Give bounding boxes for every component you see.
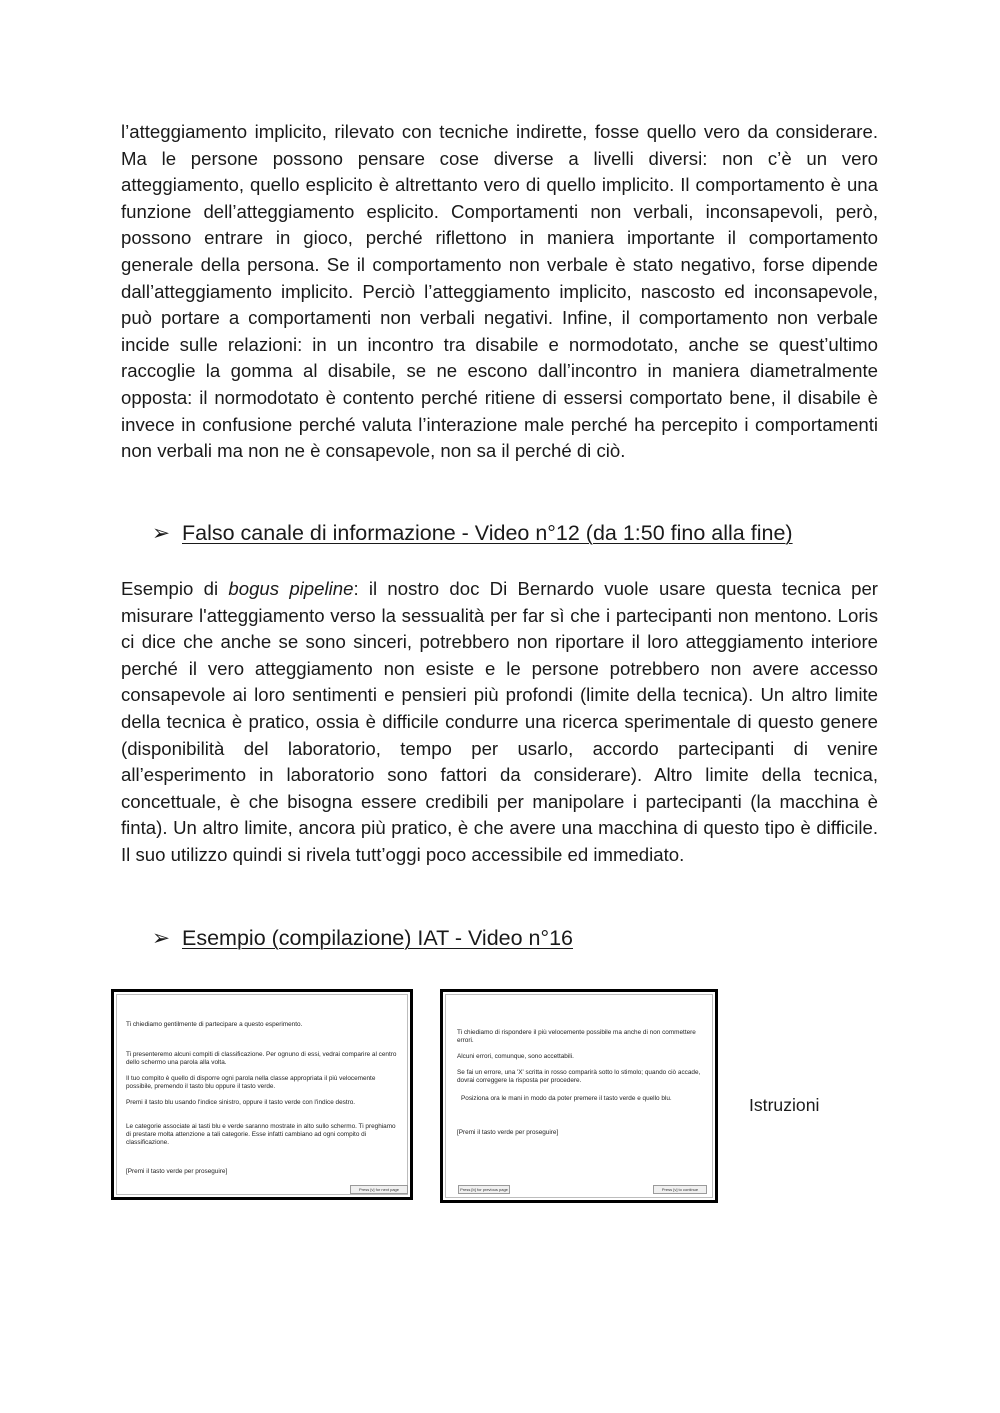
bullet-arrow-icon: ➢ (152, 926, 171, 950)
iat-instructions-screenshot-2 (440, 989, 718, 1203)
instruction-prompt: [Premi il tasto verde per proseguire] (126, 1168, 228, 1175)
section-heading-text: Falso canale di informazione - Video n°12 (da 1:50 fino alla fine) (182, 521, 793, 545)
instruction-line: Ti chiediamo di rispondere il più velocemente possibile ma anche di non commettere errori. (457, 1029, 696, 1044)
screenshot-frame (116, 994, 408, 1195)
instruction-line: Premi il tasto blu usando l'indice sinistro, oppure il tasto verde con l'indice destro. (126, 1099, 356, 1106)
paragraph-attitude: l’atteggiamento implicito, rilevato con tecniche indirette, fosse quello vero da considerare. Ma le persone possono pensare cose diverse a livelli diversi: non c’è un vero atteggiamento, quello esplicito è altrettanto vero di quello implicito. Il comportamento è una funzione dell’atteggiamento esplicito. Comportamenti non verbali, inconsapevoli, però, possono entrare in gioco, perché riflettono in maniera importante il comportamento generale della persona. Se il comportamento non verbale è stato negativo, forse dipende dall’atteggiamento implicito. Perciò l’atteggiamento implicito, nascosto ed inconsapevole, può portare a comportamenti non verbali negativi. Infine, il comportamento non verbale incide sulle relazioni: in un incontro tra disabile e normodotato, anche se quest’ultimo raccoglie la gomma al disabile, se ne escono dall’incontro in maniera diametralmente opposta: il normodotato è contento perché ritiene di essersi comportato bene, il disabile è invece in confusione perché valuta l’interazione male perché ha percepito i comportamenti non verbali ma non ne è consapevole, non sa il perché di ciò. (121, 121, 878, 462)
section-heading-bogus-pipeline (152, 518, 793, 548)
instruction-line: Le categorie associate ai tasti blu e verde saranno mostrate in alto sullo schermo. Ti preghiamo di prestare molta attenzione a tali categorie. Esse infatti cambiano ad ogni compito di classificazione. (126, 1123, 396, 1146)
instruction-prompt: [Premi il tasto verde per proseguire] (457, 1129, 559, 1136)
instruction-line: Ti presenteremo alcuni compiti di classificazione. Per ognuno di essi, vedrai comparire al centro dello schermo una parola alla volta. (126, 1051, 397, 1066)
bullet-arrow-icon: ➢ (152, 521, 171, 545)
next-page-button[interactable]: Press [v] for next page (350, 1185, 408, 1194)
instruction-line: Ti chiediamo gentilmente di partecipare a questo esperimento. (126, 1021, 303, 1028)
instruction-line: Il tuo compito è quello di disporre ogni parola nella classe appropriata il più velocemente possibile, premendo il tasto blu oppure il tasto verde. (126, 1075, 376, 1090)
previous-page-button[interactable]: Press [b] for previous page (458, 1185, 510, 1194)
term-bogus-pipeline: bogus pipeline (228, 578, 354, 599)
instruction-line: Alcuni errori, comunque, sono accettabili. (457, 1053, 574, 1060)
paragraph-start: Esempio di (121, 578, 229, 599)
instructions-label: Istruzioni (749, 1095, 820, 1115)
section-heading-text: Esempio (compilazione) IAT - Video n°16 (182, 926, 574, 950)
instruction-line: Posiziona ora le mani in modo da poter premere il tasto verde e quello blu. (461, 1095, 672, 1102)
section-heading-iat (152, 923, 573, 953)
paragraph-bogus-pipeline (121, 576, 878, 869)
instruction-line: Se fai un errore, una 'X' scritta in rosso comparirà sotto lo stimolo; quando ciò accade, dovrai correggere la risposta per procedere. (457, 1069, 701, 1084)
screenshot-frame (445, 994, 713, 1198)
continue-button[interactable]: Press [v] to continue (653, 1185, 707, 1194)
paragraph-rest: : il nostro doc Di Bernardo vuole usare questa tecnica per misurare l'atteggiamento verso la sessualità per far sì che i partecipanti non mentono. Loris ci dice che anche se sono sinceri, potrebbero non riportare il loro atteggiamento interiore perché il vero atteggiamento non esiste e le persone potrebbero non avere accesso consapevole ai loro sentimenti e pensieri più profondi (limite della tecnica). Un altro limite della tecnica è pratico, ossia è difficile condurre una ricerca sperimentale di questo genere (disponibilità del laboratorio, tempo per usarlo, accordo partecipanti di venire all’esperimento in laboratorio sono fattori da considerare). Altro limite della tecnica, concettuale, è che bisogna essere credibili per manipolare i partecipanti (la macchina è finta). Un altro limite, ancora più pratico, è che avere una macchina di questo tipo è difficile. Il suo utilizzo quindi si rivela tutt’oggi poco accessibile ed immediato. (121, 578, 878, 865)
iat-instructions-screenshot-1 (111, 989, 413, 1200)
